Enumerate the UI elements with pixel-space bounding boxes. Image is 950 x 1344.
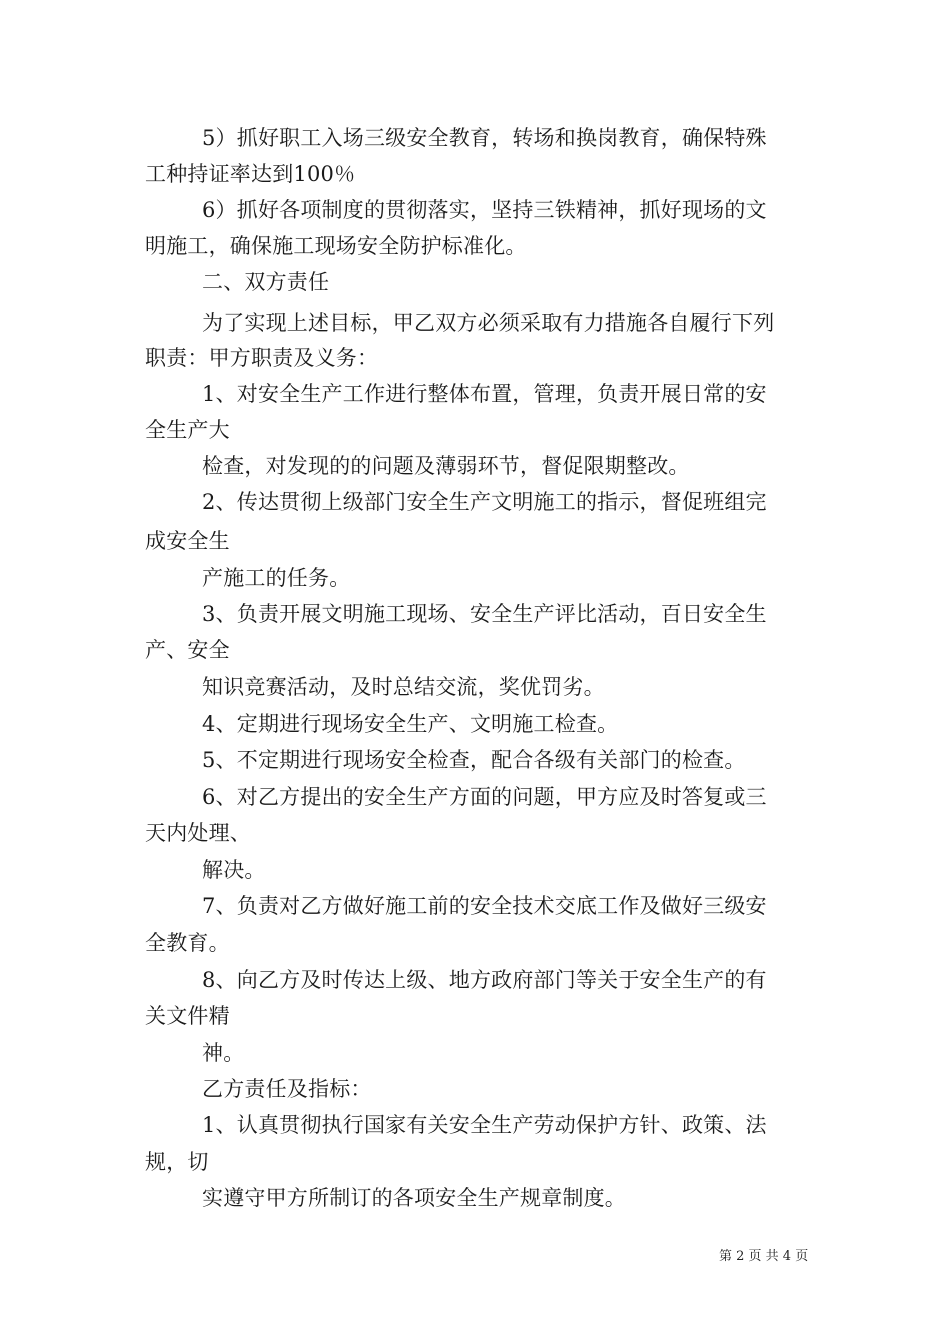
text-line: 6）抓好各项制度的贯彻落实，坚持三铁精神，抓好现场的文	[202, 198, 767, 222]
text-line: 3、负责开展文明施工现场、安全生产评比活动，百日安全生	[202, 602, 767, 626]
text-line: 明施工，确保施工现场安全防护标准化。	[145, 234, 527, 258]
text-line: 工种持证率达到100％	[145, 162, 356, 186]
section-heading: 乙方责任及指标：	[202, 1077, 372, 1101]
text-line: 产、安全	[145, 638, 230, 662]
text-line: 产施工的任务。	[202, 566, 351, 590]
text-line: 5、不定期进行现场安全检查，配合各级有关部门的检查。	[202, 748, 746, 772]
section-heading: 二、双方责任	[202, 270, 330, 294]
text-line: 神。	[202, 1041, 245, 1065]
text-line: 1、对安全生产工作进行整体布置，管理，负责开展日常的安	[202, 382, 767, 406]
text-line: 关文件精	[145, 1004, 230, 1028]
text-line: 5）抓好职工入场三级安全教育，转场和换岗教育，确保特殊	[202, 126, 767, 150]
text-line: 7、负责对乙方做好施工前的安全技术交底工作及做好三级安	[202, 894, 767, 918]
text-line: 规，切	[145, 1150, 209, 1174]
text-line: 全教育。	[145, 931, 230, 955]
text-line: 为了实现上述目标，甲乙双方必须采取有力措施各自履行下列	[202, 311, 775, 335]
text-line: 知识竞赛活动，及时总结交流，奖优罚劣。	[202, 675, 605, 699]
text-line: 6、对乙方提出的安全生产方面的问题，甲方应及时答复或三	[202, 785, 767, 809]
text-line: 解决。	[202, 858, 266, 882]
text-line: 1、认真贯彻执行国家有关安全生产劳动保护方针、政策、法	[202, 1113, 767, 1137]
text-line: 实遵守甲方所制订的各项安全生产规章制度。	[202, 1186, 626, 1210]
text-line: 职责：甲方职责及义务：	[145, 346, 379, 370]
text-line: 成安全生	[145, 529, 230, 553]
text-line: 全生产大	[145, 418, 230, 442]
text-line: 4、定期进行现场安全生产、文明施工检查。	[202, 712, 619, 736]
page-number-footer: 第 2 页 共 4 页	[719, 1249, 809, 1264]
text-line: 8、向乙方及时传达上级、地方政府部门等关于安全生产的有	[202, 968, 767, 992]
text-line: 天内处理、	[145, 821, 251, 845]
text-line: 检查，对发现的的问题及薄弱环节，督促限期整改。	[202, 454, 690, 478]
text-line: 2、传达贯彻上级部门安全生产文明施工的指示，督促班组完	[202, 490, 767, 514]
